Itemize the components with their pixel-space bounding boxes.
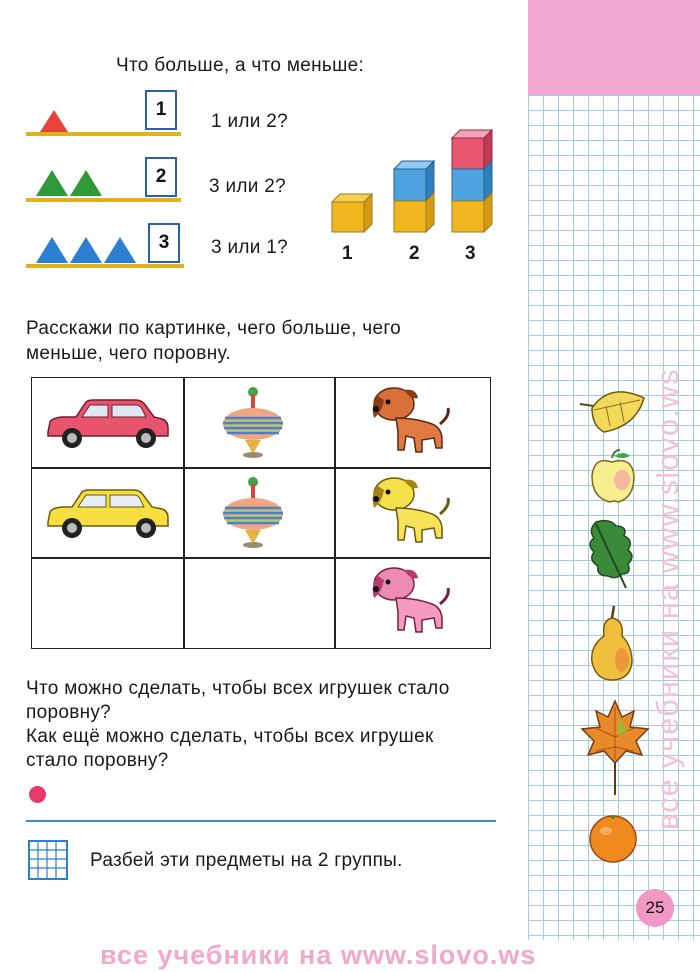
- yellow-car-icon: [42, 486, 172, 542]
- tower-3: [452, 130, 492, 232]
- section-divider: [26, 820, 496, 822]
- table-col-divider: [183, 378, 185, 648]
- question-line-2: поровну?: [26, 702, 112, 723]
- task1-heading: Что больше, а что меньше:: [116, 55, 365, 76]
- apple-icon: [588, 448, 638, 506]
- number-box-3: 3: [148, 223, 180, 263]
- shelf-1: [26, 132, 181, 136]
- number-box-2: 2: [145, 157, 177, 197]
- red-triangle-icon: [36, 108, 76, 134]
- blue-triangles-icon: [34, 235, 146, 265]
- grid-task-icon: [28, 840, 68, 880]
- task3-text: Разбей эти предметы на 2 группы.: [90, 850, 403, 871]
- task2-line1: Расскажи по картинке, чего больше, чего: [26, 318, 402, 339]
- page-corner-pink-block: [528, 0, 700, 95]
- brown-dog-icon: [366, 382, 456, 464]
- task2-line2: меньше, чего поровну.: [26, 343, 231, 364]
- question-line-4: стало поровну?: [26, 750, 169, 771]
- shelf-3: [26, 264, 184, 268]
- number-box-1: 1: [145, 90, 177, 130]
- tower-1: [332, 194, 372, 232]
- leaf-icon: [576, 382, 650, 440]
- tower-label-2: 2: [409, 243, 420, 264]
- tower-2: [394, 161, 434, 232]
- tower-label-3: 3: [465, 243, 476, 264]
- table-col-divider: [334, 378, 336, 648]
- vertical-watermark: все учебники на www.slovo.ws: [650, 368, 685, 830]
- orange-icon: [586, 811, 640, 865]
- green-triangles-icon: [34, 168, 114, 198]
- table-row-divider: [32, 467, 490, 469]
- spinning-top-icon: [218, 384, 288, 464]
- oak-leaf-icon: [586, 516, 638, 594]
- question-3: 3 или 1?: [211, 237, 288, 258]
- cube-towers-illustration: [326, 126, 501, 238]
- table-row-divider: [32, 557, 490, 559]
- question-1: 1 или 2?: [211, 111, 288, 132]
- pear-icon: [586, 604, 636, 682]
- question-2: 3 или 2?: [209, 176, 286, 197]
- tower-label-1: 1: [342, 243, 353, 264]
- maple-leaf-icon: [578, 697, 652, 797]
- shelf-2: [26, 198, 181, 202]
- yellow-dog-icon: [366, 472, 456, 554]
- toys-table: [31, 377, 491, 649]
- spinning-top-icon: [218, 474, 288, 554]
- pink-car-icon: [42, 396, 172, 452]
- section-marker-dot: [29, 786, 46, 803]
- question-line-3: Как ещё можно сделать, чтобы всех игрушек: [26, 726, 434, 747]
- page-number: 25: [636, 889, 674, 927]
- pink-dog-icon: [366, 562, 456, 644]
- question-line-1: Что можно сделать, чтобы всех игрушек стало: [26, 678, 450, 699]
- bottom-watermark: все учебники на www.slovo.ws: [100, 940, 537, 970]
